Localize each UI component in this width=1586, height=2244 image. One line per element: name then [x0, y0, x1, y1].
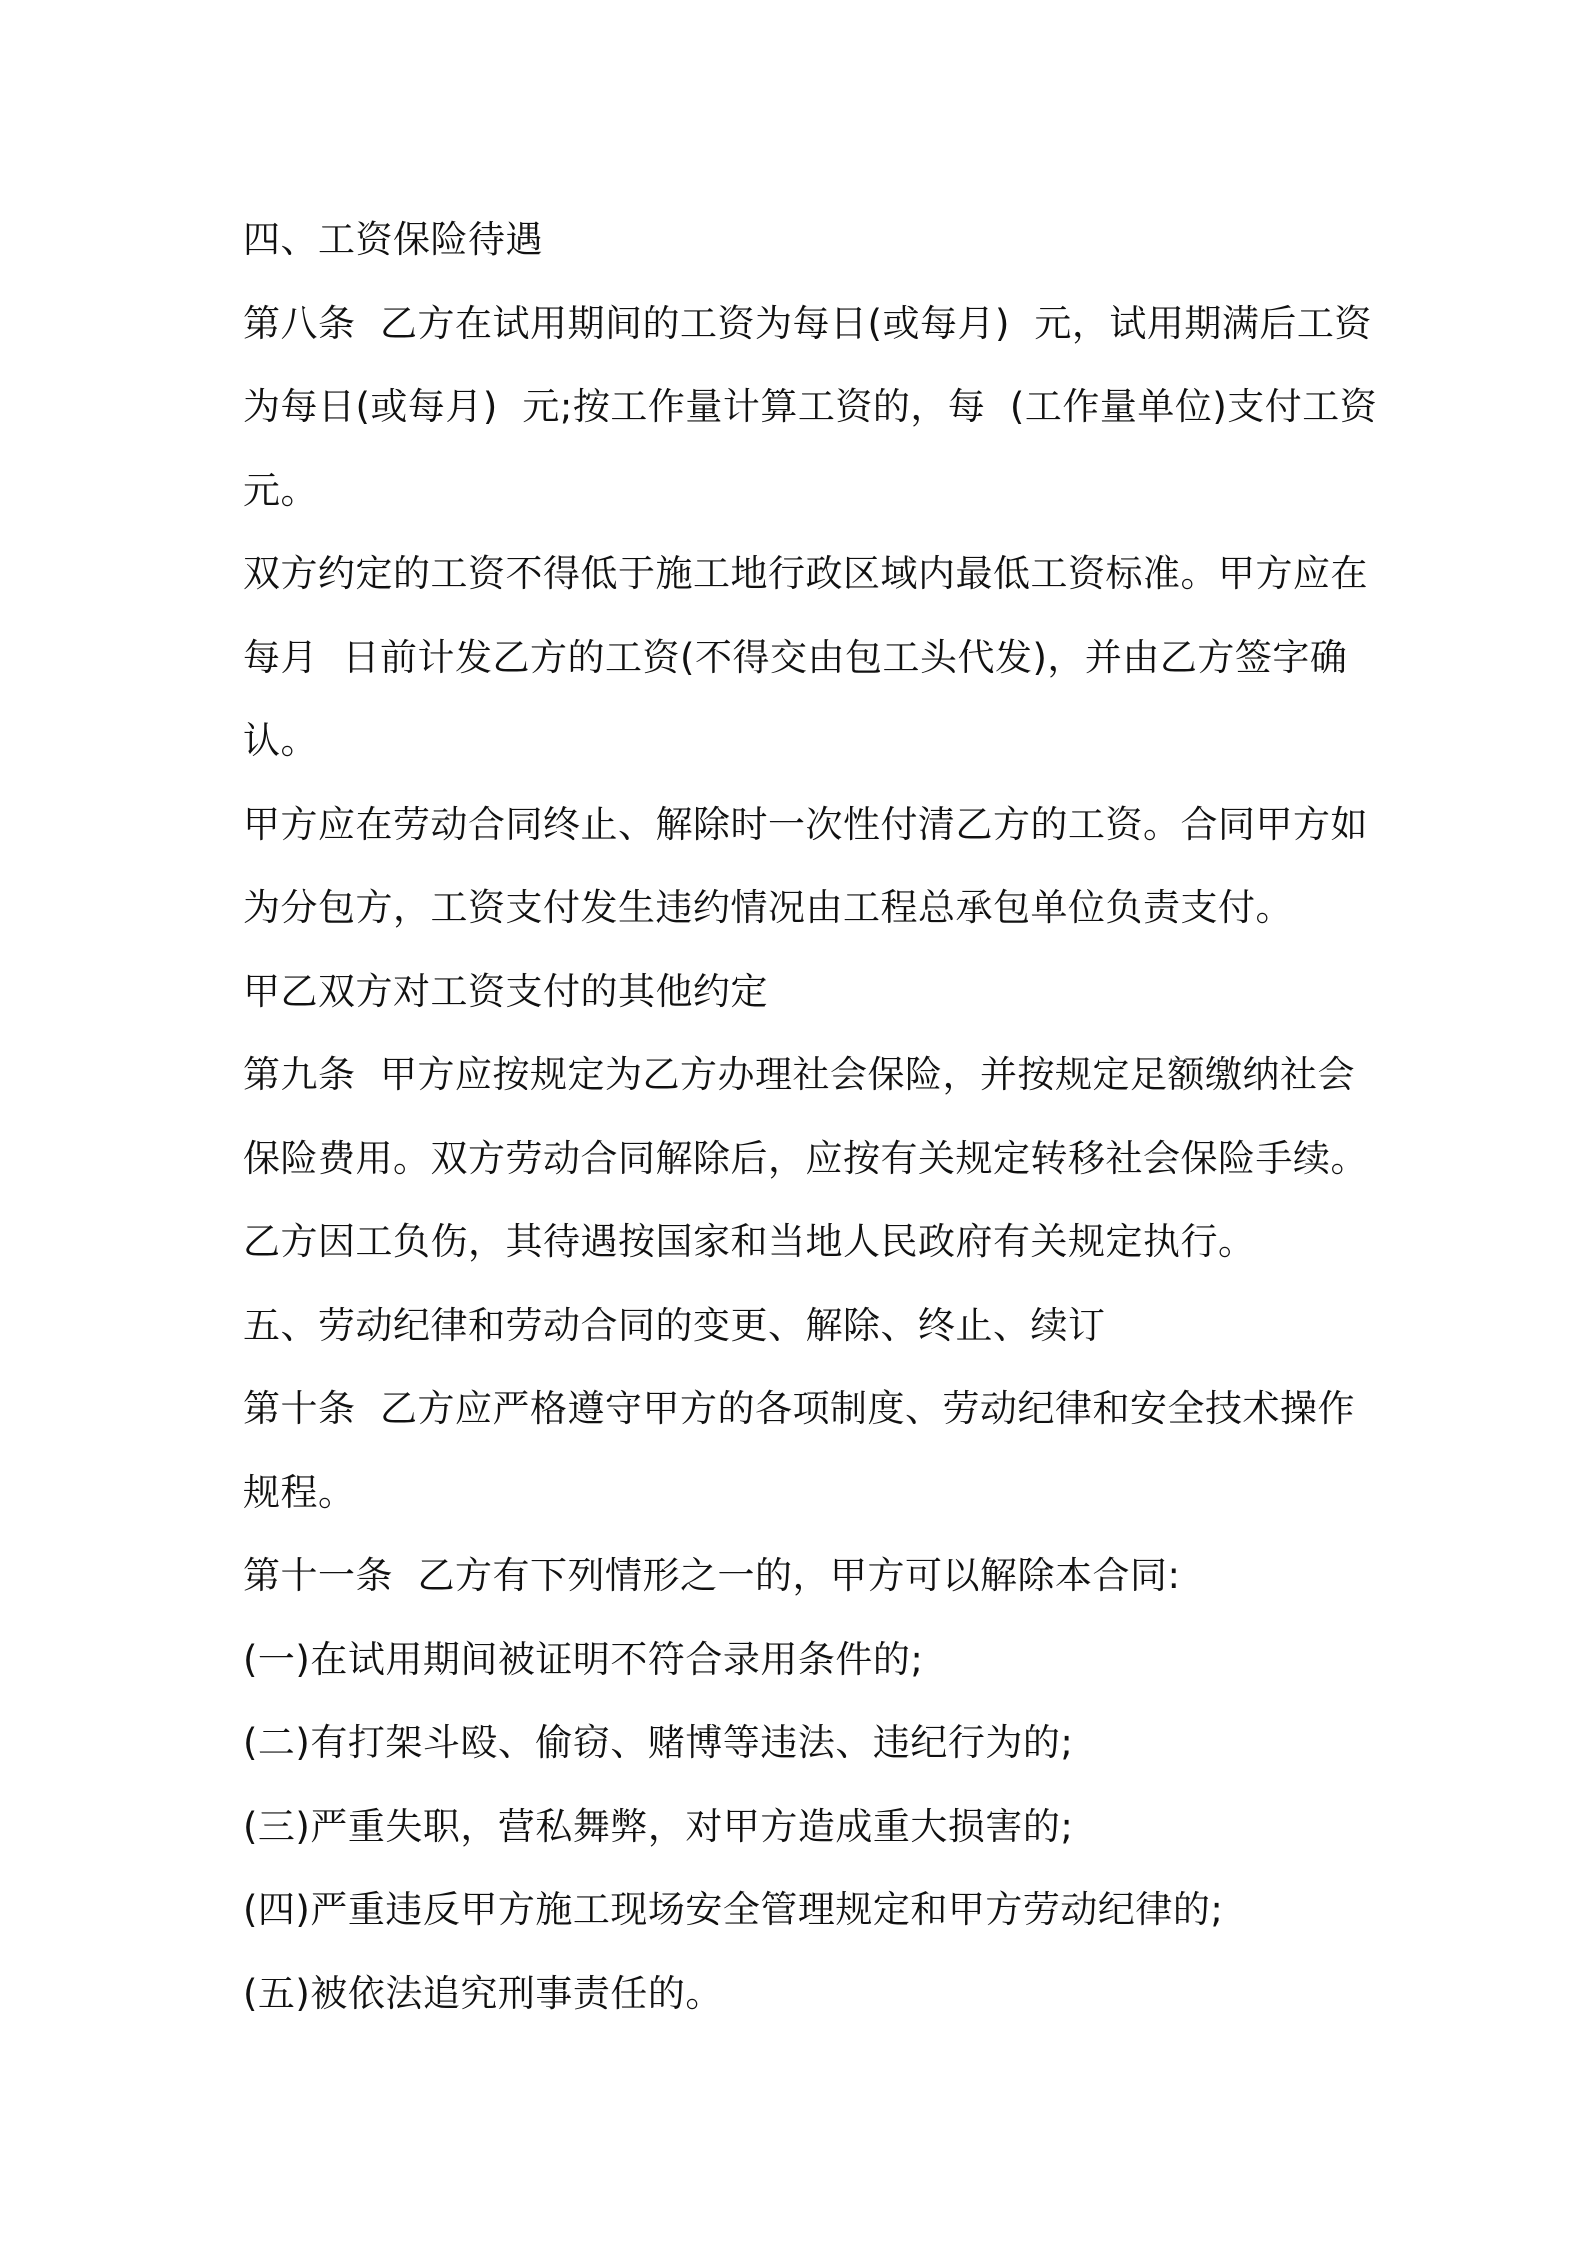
wage-settlement-line-2: 为分包方，工资支付发生违约情况由工程总承包单位负责支付。: [243, 886, 1293, 929]
work-injury-line: 乙方因工负伤，其待遇按国家和当地人民政府有关规定执行。: [243, 1220, 1256, 1263]
article-9-line-1: 第九条 甲方应按规定为乙方办理社会保险，并按规定足额缴纳社会: [243, 1053, 1356, 1096]
article-10-line-2: 规程。: [243, 1470, 356, 1514]
article-8-line-2: 为每日(或每月) 元;按工作量计算工资的，每 (工作量单位)支付工资: [243, 385, 1378, 428]
article-11-item-4: (四)严重违反甲方施工现场安全管理规定和甲方劳动纪律的;: [243, 1888, 1224, 1931]
article-9-line-2: 保险费用。双方劳动合同解除后，应按有关规定转移社会保险手续。: [243, 1136, 1368, 1180]
article-8-line-3: 元。: [243, 468, 318, 512]
article-10-line-1: 第十条 乙方应严格遵守甲方的各项制度、劳动纪律和安全技术操作: [243, 1387, 1356, 1430]
wage-standard-line-1: 双方约定的工资不得低于施工地行政区域内最低工资标准。甲方应在: [243, 552, 1368, 595]
article-11-item-1: (一)在试用期间被证明不符合录用条件的;: [243, 1637, 924, 1681]
article-11-item-3: (三)严重失职，营私舞弊，对甲方造成重大损害的;: [243, 1804, 1074, 1848]
article-11-item-5: (五)被依法追究刑事责任的。: [243, 1971, 723, 2015]
other-agreements-line: 甲乙双方对工资支付的其他约定: [243, 969, 768, 1013]
section-heading-wages-insurance: 四、工资保险待遇: [243, 218, 543, 261]
article-11-item-2: (二)有打架斗殴、偷窃、赌博等违法、违纪行为的;: [243, 1721, 1074, 1764]
document-body: [243, 198, 1378, 2035]
article-8-line-1: 第八条 乙方在试用期间的工资为每日(或每月) 元，试用期满后工资: [243, 301, 1372, 345]
wage-settlement-line-1: 甲方应在劳动合同终止、解除时一次性付清乙方的工资。合同甲方如: [243, 802, 1368, 846]
article-11-intro: 第十一条 乙方有下列情形之一的，甲方可以解除本合同:: [243, 1554, 1181, 1597]
wage-standard-line-3: 认。: [243, 719, 318, 762]
wage-standard-line-2: 每月 日前计发乙方的工资(不得交由包工头代发)，并由乙方签字确: [243, 635, 1348, 679]
section-heading-discipline-contract: 五、劳动纪律和劳动合同的变更、解除、终止、续订: [243, 1303, 1106, 1347]
